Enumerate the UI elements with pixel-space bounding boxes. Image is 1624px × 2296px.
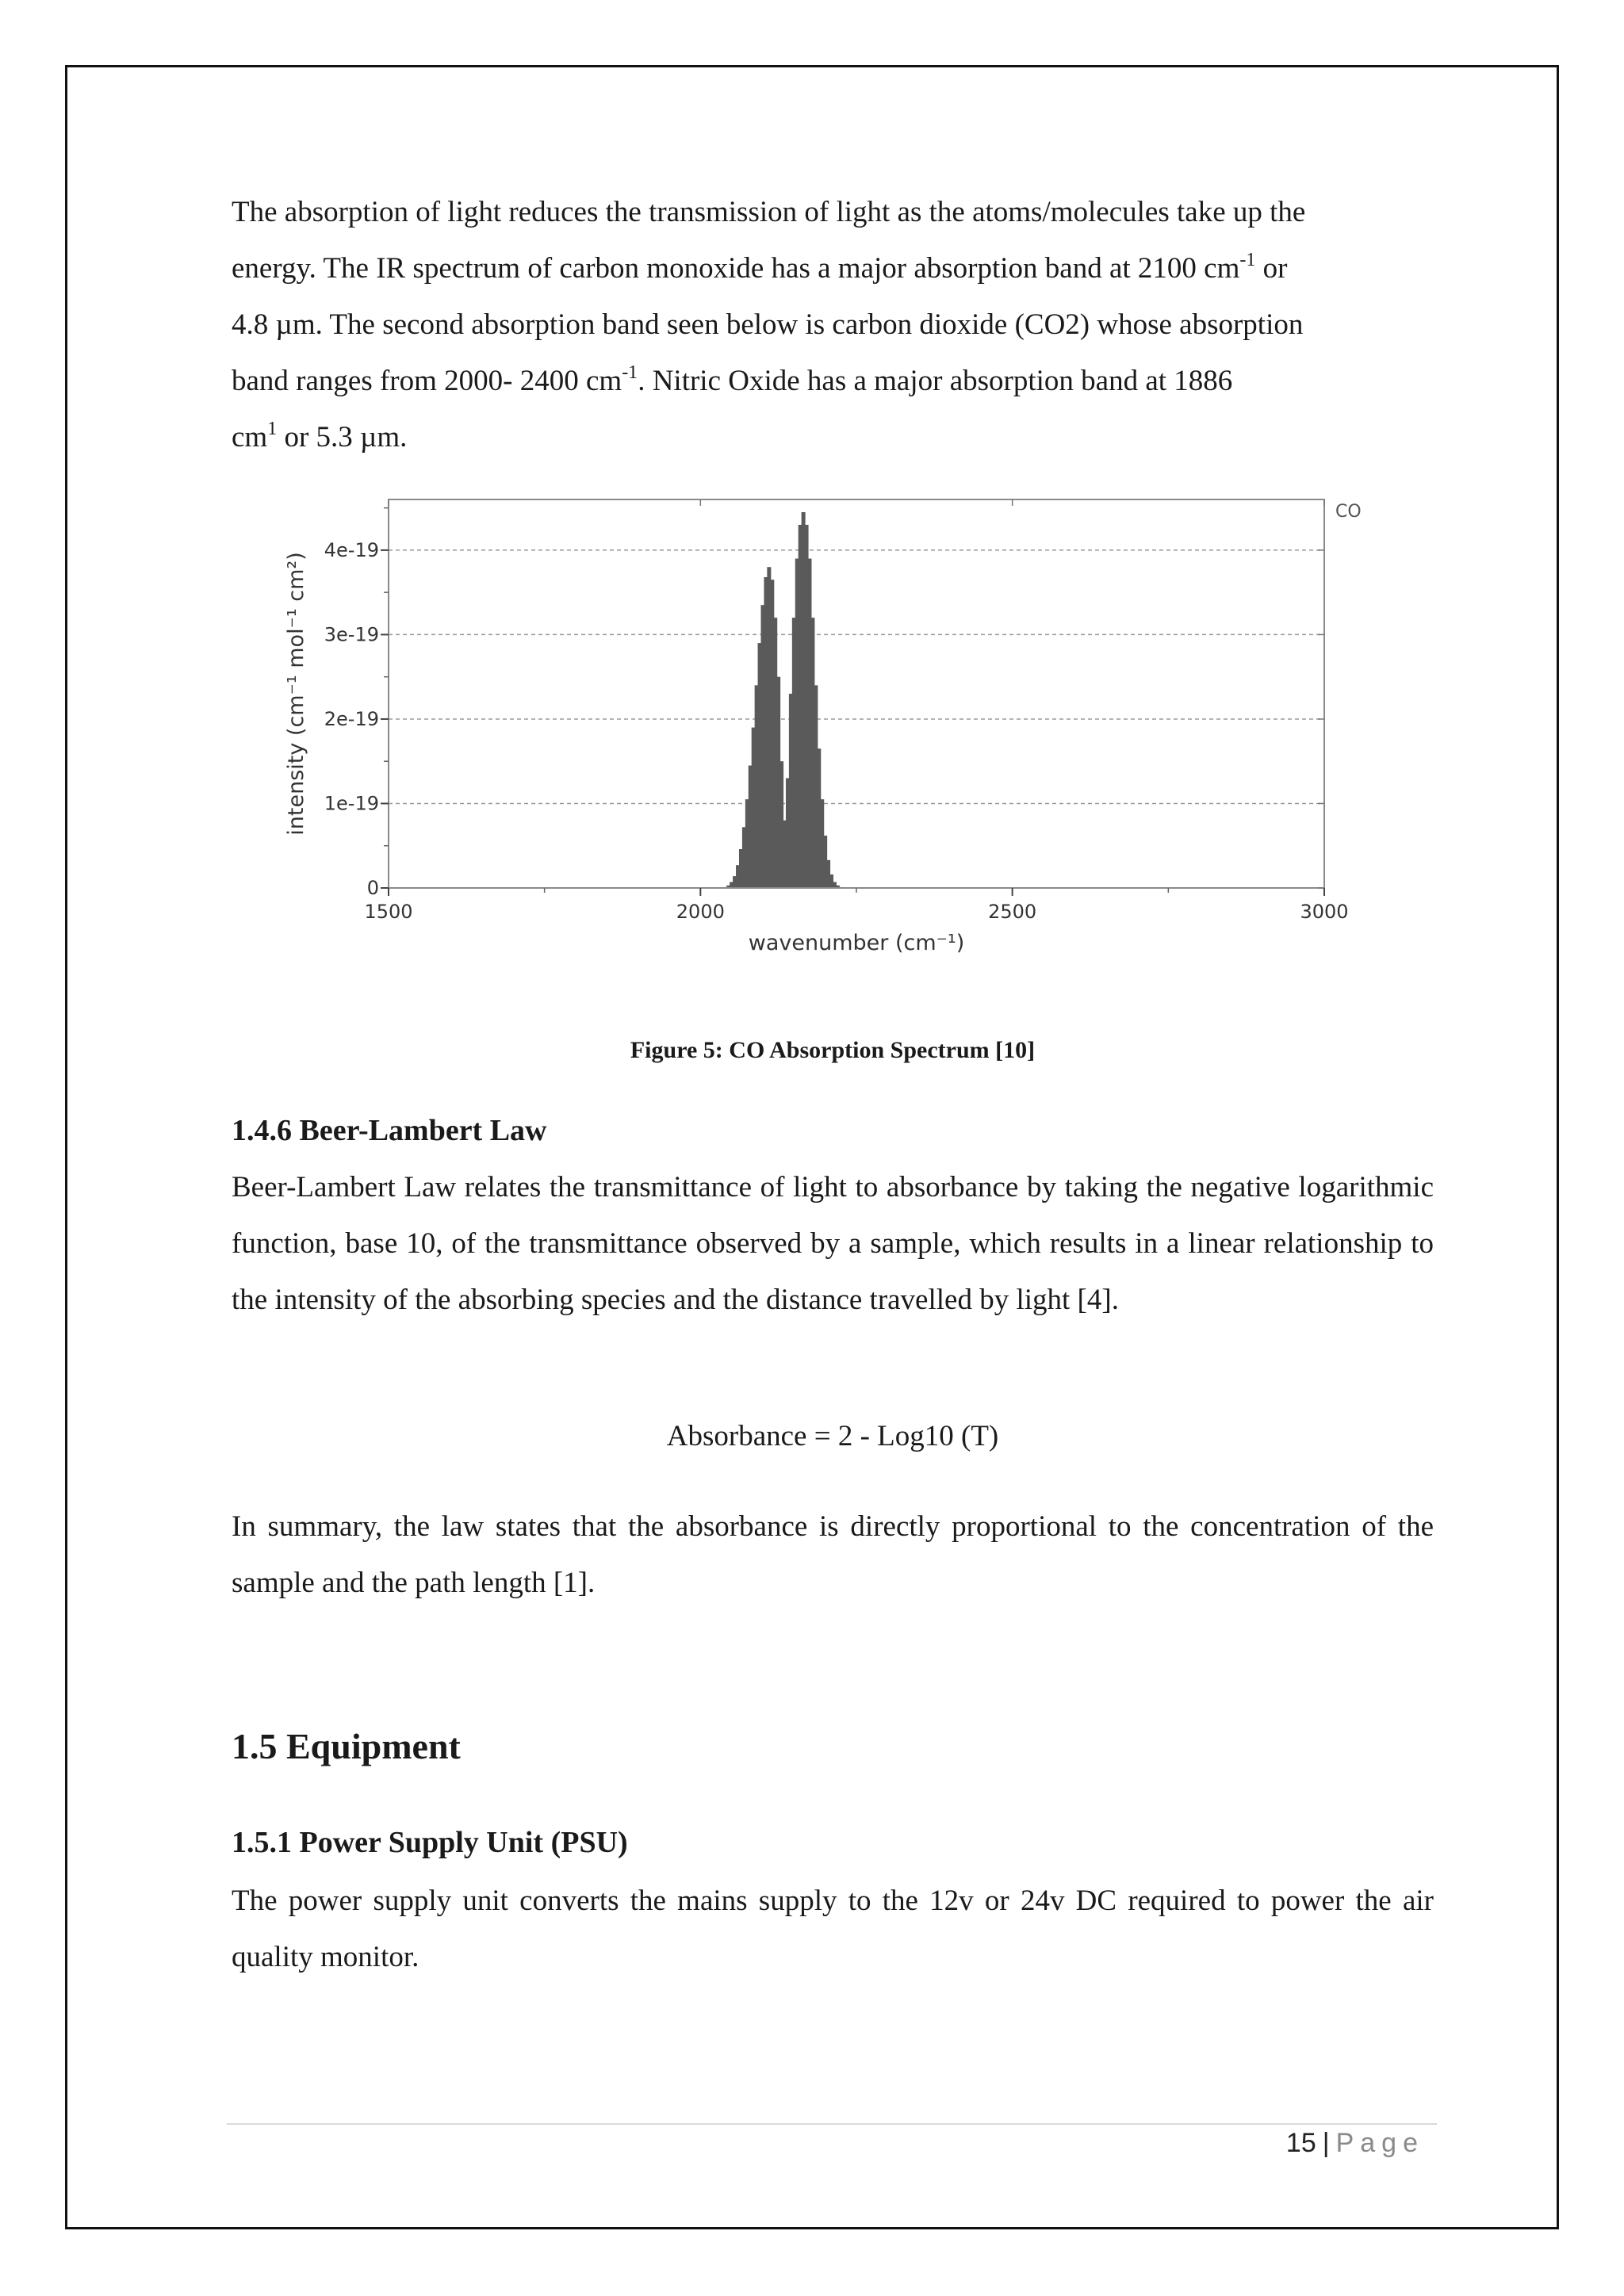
heading-beer-lambert: 1.4.6 Beer-Lambert Law <box>232 1114 547 1147</box>
paragraph-line-2b: or <box>1255 252 1288 285</box>
paragraph-co-absorption <box>232 184 1434 465</box>
footer-divider <box>227 2123 1437 2125</box>
co-absorption-chart <box>270 484 1380 975</box>
paragraph-line-3: 4.8 µm. The second absorption band seen below is carbon dioxide (CO2) whose absorption <box>232 308 1304 341</box>
absorbance-equation: Absorbance = 2 - Log10 (T) <box>666 1420 999 1452</box>
x-tick-label-1: 2000 <box>676 901 725 923</box>
superscript: -1 <box>622 362 638 383</box>
paragraph-beer-lambert: Beer-Lambert Law relates the transmittance of light to absorbance by taking the negative logarithmic function, base 10, of the transmittance observed by a sample, which results in a linear relationship to the intensity of the absorbing species and the distance travelled by light [4]. <box>232 1171 1434 1316</box>
page-number: 15 <box>1285 2128 1316 2158</box>
paragraph-summary: In summary, the law states that the absorbance is directly proportional to the concentration of the sample and the path length [1]. <box>232 1510 1434 1599</box>
page-label: Page <box>1335 2128 1424 2158</box>
x-tick-label-0: 1500 <box>364 901 413 923</box>
y-tick-label-4: 4e-19 <box>324 538 379 561</box>
x-tick-label-2: 2500 <box>988 901 1037 923</box>
page-footer <box>1286 2128 1424 2159</box>
x-tick-label-3: 3000 <box>1300 901 1349 923</box>
y-tick-label-3: 3e-19 <box>324 623 379 646</box>
paragraph-line-1: The absorption of light reduces the transmission of light as the atoms/molecules take up the <box>232 196 1306 228</box>
heading-psu: 1.5.1 Power Supply Unit (PSU) <box>232 1826 628 1859</box>
x-axis-label: wavenumber (cm⁻¹) <box>748 931 965 955</box>
footer-separator: | <box>1322 2128 1330 2158</box>
y-tick-label-0: 0 <box>366 877 379 899</box>
y-tick-label-2: 2e-19 <box>324 707 379 730</box>
y-tick-label-1: 1e-19 <box>324 792 379 815</box>
superscript: 1 <box>267 419 278 439</box>
paragraph-line-2a: energy. The IR spectrum of carbon monoxide has a major absorption band at 2100 cm <box>232 252 1240 285</box>
paragraph-psu: The power supply unit converts the mains supply to the 12v or 24v DC required to power the air quality monitor. <box>232 1885 1434 1973</box>
figure-caption: Figure 5: CO Absorption Spectrum [10] <box>630 1037 1036 1063</box>
paragraph-line-4b: . Nitric Oxide has a major absorption band at 1886 <box>638 365 1233 397</box>
plot-frame <box>389 499 1324 888</box>
heading-equipment: 1.5 Equipment <box>232 1726 461 1766</box>
paragraph-line-5b: or 5.3 µm. <box>277 421 408 453</box>
y-axis-label: intensity (cm⁻¹ mol⁻¹ cm²) <box>284 552 308 836</box>
superscript: -1 <box>1239 250 1256 270</box>
paragraph-line-5a: cm <box>232 421 268 453</box>
paragraph-line-4a: band ranges from 2000- 2400 cm <box>232 365 622 397</box>
legend-co: CO <box>1335 502 1362 522</box>
